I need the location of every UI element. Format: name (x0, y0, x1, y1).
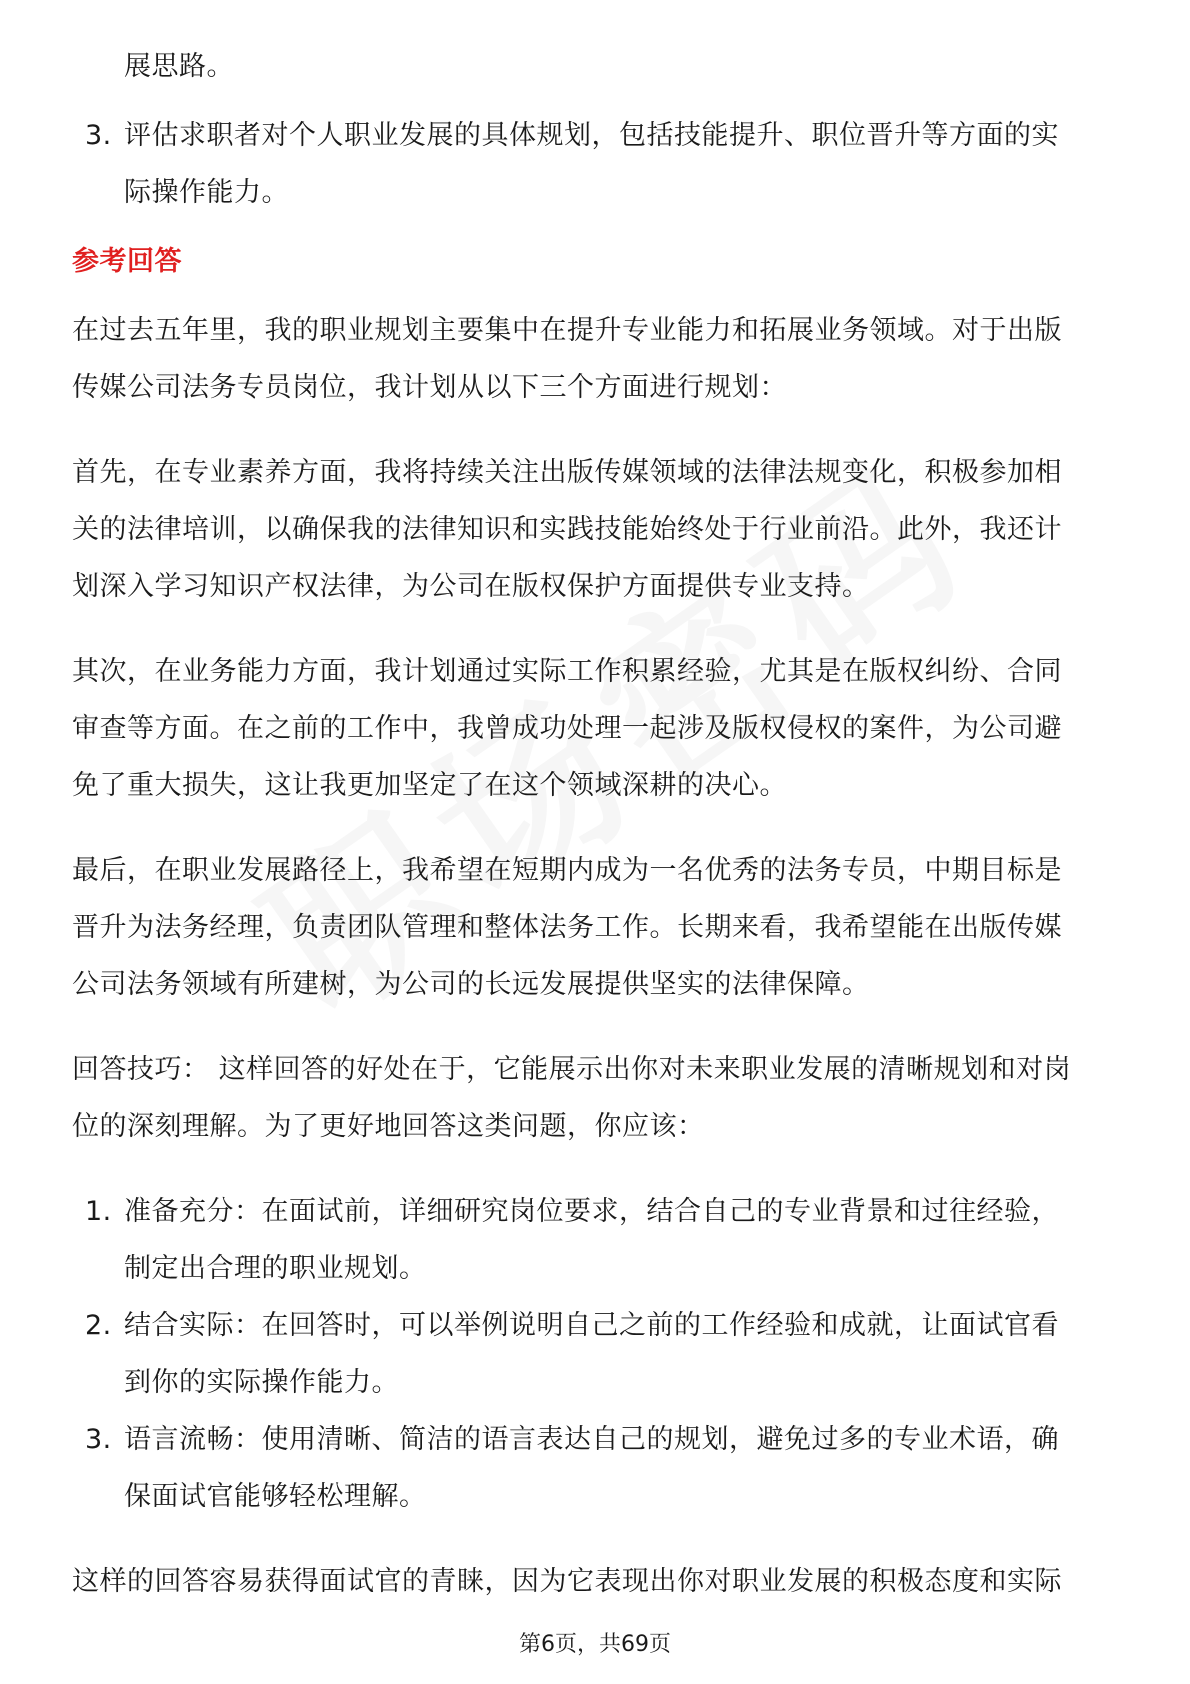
paragraph (72, 444, 1122, 615)
tip-item-2 (72, 1297, 1122, 1411)
paragraph-line: 最后，在职业发展路径上，我希望在短期内成为一名优秀的法务专员，中期目标是 (72, 855, 1062, 886)
list-item-line: 保面试官能够轻松理解。 (124, 1481, 427, 1512)
list-item-line: 结合实际：在回答时，可以举例说明自己之前的工作经验和成就，让面试官看 (124, 1310, 1059, 1341)
tip-item-1 (72, 1183, 1122, 1297)
paragraph (72, 643, 1122, 814)
paragraph-line: 免了重大损失，这让我更加坚定了在这个领域深耕的决心。 (72, 770, 787, 801)
list-item-line: 评估求职者对个人职业发展的具体规划，包括技能提升、职位晋升等方面的实 (124, 120, 1059, 151)
list-number: 1. (85, 1196, 112, 1227)
list-item-line: 到你的实际操作能力。 (124, 1367, 399, 1398)
paragraph-line: 其次，在业务能力方面，我计划通过实际工作积累经验，尤其是在版权纠纷、合同 (72, 656, 1062, 687)
page-content (72, 38, 1122, 1610)
paragraph (72, 302, 1122, 416)
paragraph-line: 位的深刻理解。为了更好地回答这类问题，你应该： (72, 1111, 705, 1142)
list-item-line: 语言流畅：使用清晰、简洁的语言表达自己的规划，避免过多的专业术语，确 (124, 1424, 1059, 1455)
list-number: 3. (85, 120, 112, 151)
paragraph (72, 1041, 1122, 1155)
paragraph-line: 审查等方面。在之前的工作中，我曾成功处理一起涉及版权侵权的案件，为公司避 (72, 713, 1062, 744)
list-item-line: 准备充分：在面试前，详细研究岗位要求，结合自己的专业背景和过往经验， (124, 1196, 1059, 1227)
list-number: 3. (85, 1424, 112, 1455)
section-heading: 参考回答 (72, 246, 182, 277)
list-continuation: 展思路。 (124, 51, 234, 82)
paragraph-line: 划深入学习知识产权法律，为公司在版权保护方面提供专业支持。 (72, 571, 870, 602)
tip-item-3 (72, 1411, 1122, 1525)
list-item-line: 制定出合理的职业规划。 (124, 1253, 427, 1284)
paragraph-line: 回答技巧： 这样回答的好处在于，它能展示出你对未来职业发展的清晰规划和对岗 (72, 1054, 1072, 1085)
list-number: 2. (85, 1310, 112, 1341)
page-number: 第6页，共69页 (519, 1632, 671, 1657)
paragraph (72, 842, 1122, 1013)
paragraph-line: 传媒公司法务专员岗位，我计划从以下三个方面进行规划： (72, 372, 787, 403)
paragraph-line: 关的法律培训，以确保我的法律知识和实践技能始终处于行业前沿。此外，我还计 (72, 514, 1062, 545)
paragraph-line: 公司法务领域有所建树，为公司的长远发展提供坚实的法律保障。 (72, 969, 870, 1000)
paragraph-line: 晋升为法务经理，负责团队管理和整体法务工作。长期来看，我希望能在出版传媒 (72, 912, 1062, 943)
list-item-line: 际操作能力。 (124, 177, 289, 208)
closing-paragraph-line: 这样的回答容易获得面试官的青睐，因为它表现出你对职业发展的积极态度和实际 (72, 1566, 1062, 1597)
paragraph-line: 在过去五年里，我的职业规划主要集中在提升专业能力和拓展业务领域。对于出版 (72, 315, 1062, 346)
paragraph-line: 首先，在专业素养方面，我将持续关注出版传媒领域的法律法规变化，积极参加相 (72, 457, 1062, 488)
list-item-3 (72, 107, 1122, 221)
